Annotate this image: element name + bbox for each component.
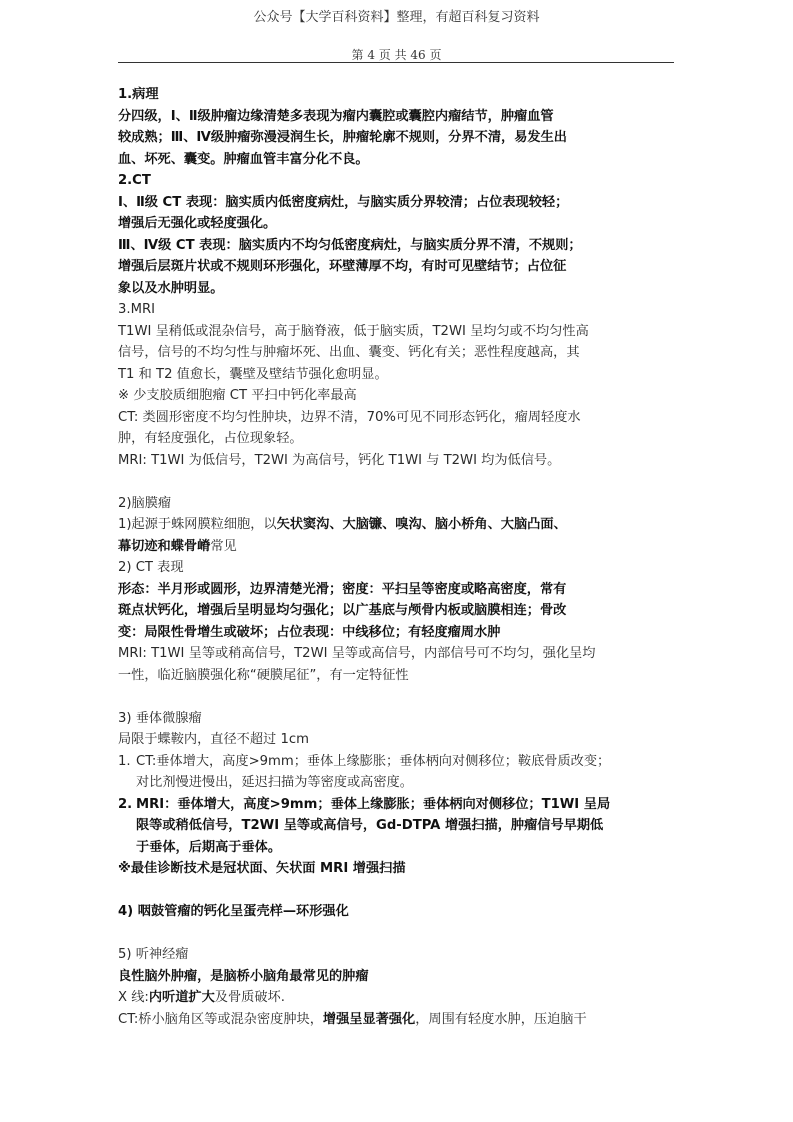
text-segment: 及骨质破坏. bbox=[214, 990, 285, 1005]
text-line bbox=[118, 901, 674, 923]
list-number: 1. bbox=[118, 753, 131, 769]
text-line bbox=[118, 579, 674, 601]
line-text: 3.MRI bbox=[118, 302, 156, 317]
line-text: 一性，临近脑膜强化称“硬膜尾征”，有一定特征性 bbox=[118, 667, 409, 683]
line-text: T1WI 呈稍低或混杂信号，高于脑脊液，低于脑实质，T2WI 呈均匀或不均匀性高 bbox=[118, 323, 589, 339]
text-line bbox=[118, 450, 674, 472]
document-body bbox=[118, 84, 674, 1030]
text-line bbox=[118, 751, 674, 773]
line-text: ※ 少支胶质细胞瘤 CT 平扫中钙化率最高 bbox=[118, 388, 357, 403]
text-line bbox=[118, 708, 674, 730]
text-segment: ，周围有轻度水肿，压迫脑干 bbox=[415, 1011, 587, 1027]
text-line bbox=[118, 213, 674, 235]
blank-line bbox=[118, 686, 674, 708]
text-line bbox=[118, 966, 674, 988]
line-text: 2)脑膜瘤 bbox=[118, 495, 172, 511]
header-divider bbox=[118, 62, 674, 63]
line-text: 象以及水肿明显。 bbox=[118, 280, 224, 296]
line-text: CT: 类圆形密度不均匀性肿块，边界不清，70%可见不同形态钙化，瘤周轻度水 bbox=[118, 409, 581, 425]
list-number: 2. bbox=[118, 796, 133, 812]
line-text: MRI: T1WI 呈等或稍高信号，T2WI 呈等或高信号，内部信号可不均匀，强化呈均 bbox=[118, 646, 596, 661]
text-line bbox=[118, 837, 674, 859]
text-line bbox=[118, 643, 674, 665]
text-line bbox=[118, 256, 674, 278]
text-segment: 内听道扩大 bbox=[148, 990, 215, 1005]
line-text: 良性脑外肿瘤，是脑桥小脑角最常见的肿瘤 bbox=[118, 968, 369, 984]
text-line bbox=[118, 944, 674, 966]
text-line bbox=[118, 170, 674, 192]
line-text: 5) 听神经瘤 bbox=[118, 947, 189, 962]
text-line bbox=[118, 1009, 674, 1031]
line-text: 形态：半月形或圆形，边界清楚光滑；密度：平扫呈等密度或略高密度，常有 bbox=[118, 581, 567, 597]
text-line bbox=[118, 514, 674, 536]
line-text: Ⅰ、Ⅱ级 CT 表现：脑实质内低密度病灶，与脑实质分界较清；占位表现较轻； bbox=[118, 194, 569, 210]
line-text: 局限于蝶鞍内，直径不超过 1cm bbox=[118, 732, 309, 747]
line-text: T1 和 T2 值愈长，囊壁及壁结节强化愈明显。 bbox=[118, 366, 388, 382]
text-line bbox=[118, 106, 674, 128]
text-line bbox=[118, 235, 674, 257]
line-text: Ⅲ、Ⅳ级 CT 表现：脑实质内不均匀低密度病灶，与脑实质分界不清，不规则； bbox=[118, 237, 582, 253]
text-line bbox=[118, 428, 674, 450]
text-line bbox=[118, 622, 674, 644]
text-line bbox=[118, 278, 674, 300]
line-text: 增强后无强化或轻度强化。 bbox=[118, 216, 277, 231]
text-line bbox=[118, 385, 674, 407]
line-text: 斑点状钙化，增强后呈明显均匀强化；以广基底与颅骨内板或脑膜相连；骨改 bbox=[118, 603, 567, 618]
text-line bbox=[118, 321, 674, 343]
text-segment: 幕切迹和蝶骨嵴 bbox=[118, 538, 211, 554]
text-line bbox=[118, 342, 674, 364]
text-line bbox=[118, 407, 674, 429]
blank-line bbox=[118, 471, 674, 493]
line-text: 于垂体，后期高于垂体。 bbox=[136, 839, 282, 855]
line-text: 增强后层斑片状或不规则环形强化，环壁薄厚不均，有时可见壁结节；占位征 bbox=[118, 259, 567, 274]
line-text: 4) 咽鼓管瘤的钙化呈蛋壳样—环形强化 bbox=[118, 904, 349, 919]
line-text: 变：局限性骨增生或破坏；占位表现：中线移位；有轻度瘤周水肿 bbox=[118, 624, 501, 640]
line-text: 较成熟；Ⅲ、Ⅳ级肿瘤弥漫浸润生长，肿瘤轮廓不规则，分界不清，易发生出 bbox=[118, 130, 567, 145]
line-text: 2) CT 表现 bbox=[118, 560, 184, 575]
blank-line bbox=[118, 923, 674, 945]
line-text: CT:垂体增大，高度>9mm；垂体上缘膨胀；垂体柄向对侧移位；鞍底骨质改变； bbox=[136, 753, 611, 769]
text-line bbox=[118, 772, 674, 794]
line-text: 1.病理 bbox=[118, 87, 159, 102]
line-text: 血、坏死、囊变。肿瘤血管丰富分化不良。 bbox=[118, 151, 369, 167]
text-line bbox=[118, 665, 674, 687]
blank-line bbox=[118, 880, 674, 902]
line-text: 信号，信号的不均匀性与肿瘤坏死、出血、囊变、钙化有关；恶性程度越高，其 bbox=[118, 345, 580, 360]
text-segment: 1)起源于蛛网膜粒细胞，以 bbox=[118, 517, 277, 532]
text-segment: 常见 bbox=[210, 538, 237, 554]
text-segment: X 线: bbox=[118, 990, 149, 1005]
text-line bbox=[118, 858, 674, 880]
text-line bbox=[118, 600, 674, 622]
text-line bbox=[118, 364, 674, 386]
text-line bbox=[118, 192, 674, 214]
line-text: MRI：垂体增大，高度>9mm；垂体上缘膨胀；垂体柄向对侧移位；T1WI 呈局 bbox=[136, 796, 611, 812]
text-segment: 增强呈显著强化 bbox=[322, 1011, 416, 1027]
page-number: 第 4 页 共 46 页 bbox=[351, 48, 442, 62]
line-text: ※最佳诊断技术是冠状面、矢状面 MRI 增强扫描 bbox=[118, 861, 406, 876]
text-line bbox=[118, 815, 674, 837]
text-line bbox=[118, 84, 674, 106]
line-text: 肿，有轻度强化，占位现象轻。 bbox=[118, 431, 303, 446]
line-text: MRI: T1WI 为低信号，T2WI 为高信号，钙化 T1WI 与 T2WI 均为低信号。 bbox=[118, 452, 561, 468]
text-line bbox=[118, 557, 674, 579]
text-line bbox=[118, 729, 674, 751]
text-line bbox=[118, 127, 674, 149]
line-text: 3) 垂体微腺瘤 bbox=[118, 710, 202, 726]
line-text: 分四级，Ⅰ、Ⅱ级肿瘤边缘清楚多表现为瘤内囊腔或囊腔内瘤结节，肿瘤血管 bbox=[118, 108, 554, 124]
text-line bbox=[118, 299, 674, 321]
text-line bbox=[118, 794, 674, 816]
text-segment: CT:桥小脑角区等或混杂密度肿块， bbox=[118, 1011, 323, 1027]
text-line bbox=[118, 493, 674, 515]
line-text: 2.CT bbox=[118, 173, 151, 188]
text-segment: 矢状窦沟、大脑镰、嗅沟、脑小桥角、大脑凸面、 bbox=[276, 517, 567, 532]
text-line bbox=[118, 987, 674, 1009]
page-header-title: 公众号【大学百科资料】整理，有超百科复习资料 bbox=[253, 10, 540, 25]
text-line bbox=[118, 536, 674, 558]
text-line bbox=[118, 149, 674, 171]
line-text: 限等或稍低信号，T2WI 呈等或高信号，Gd-DTPA 增强扫描，肿瘤信号早期低 bbox=[136, 818, 604, 833]
line-text: 对比剂慢进慢出，延迟扫描为等密度或高密度。 bbox=[136, 775, 413, 790]
